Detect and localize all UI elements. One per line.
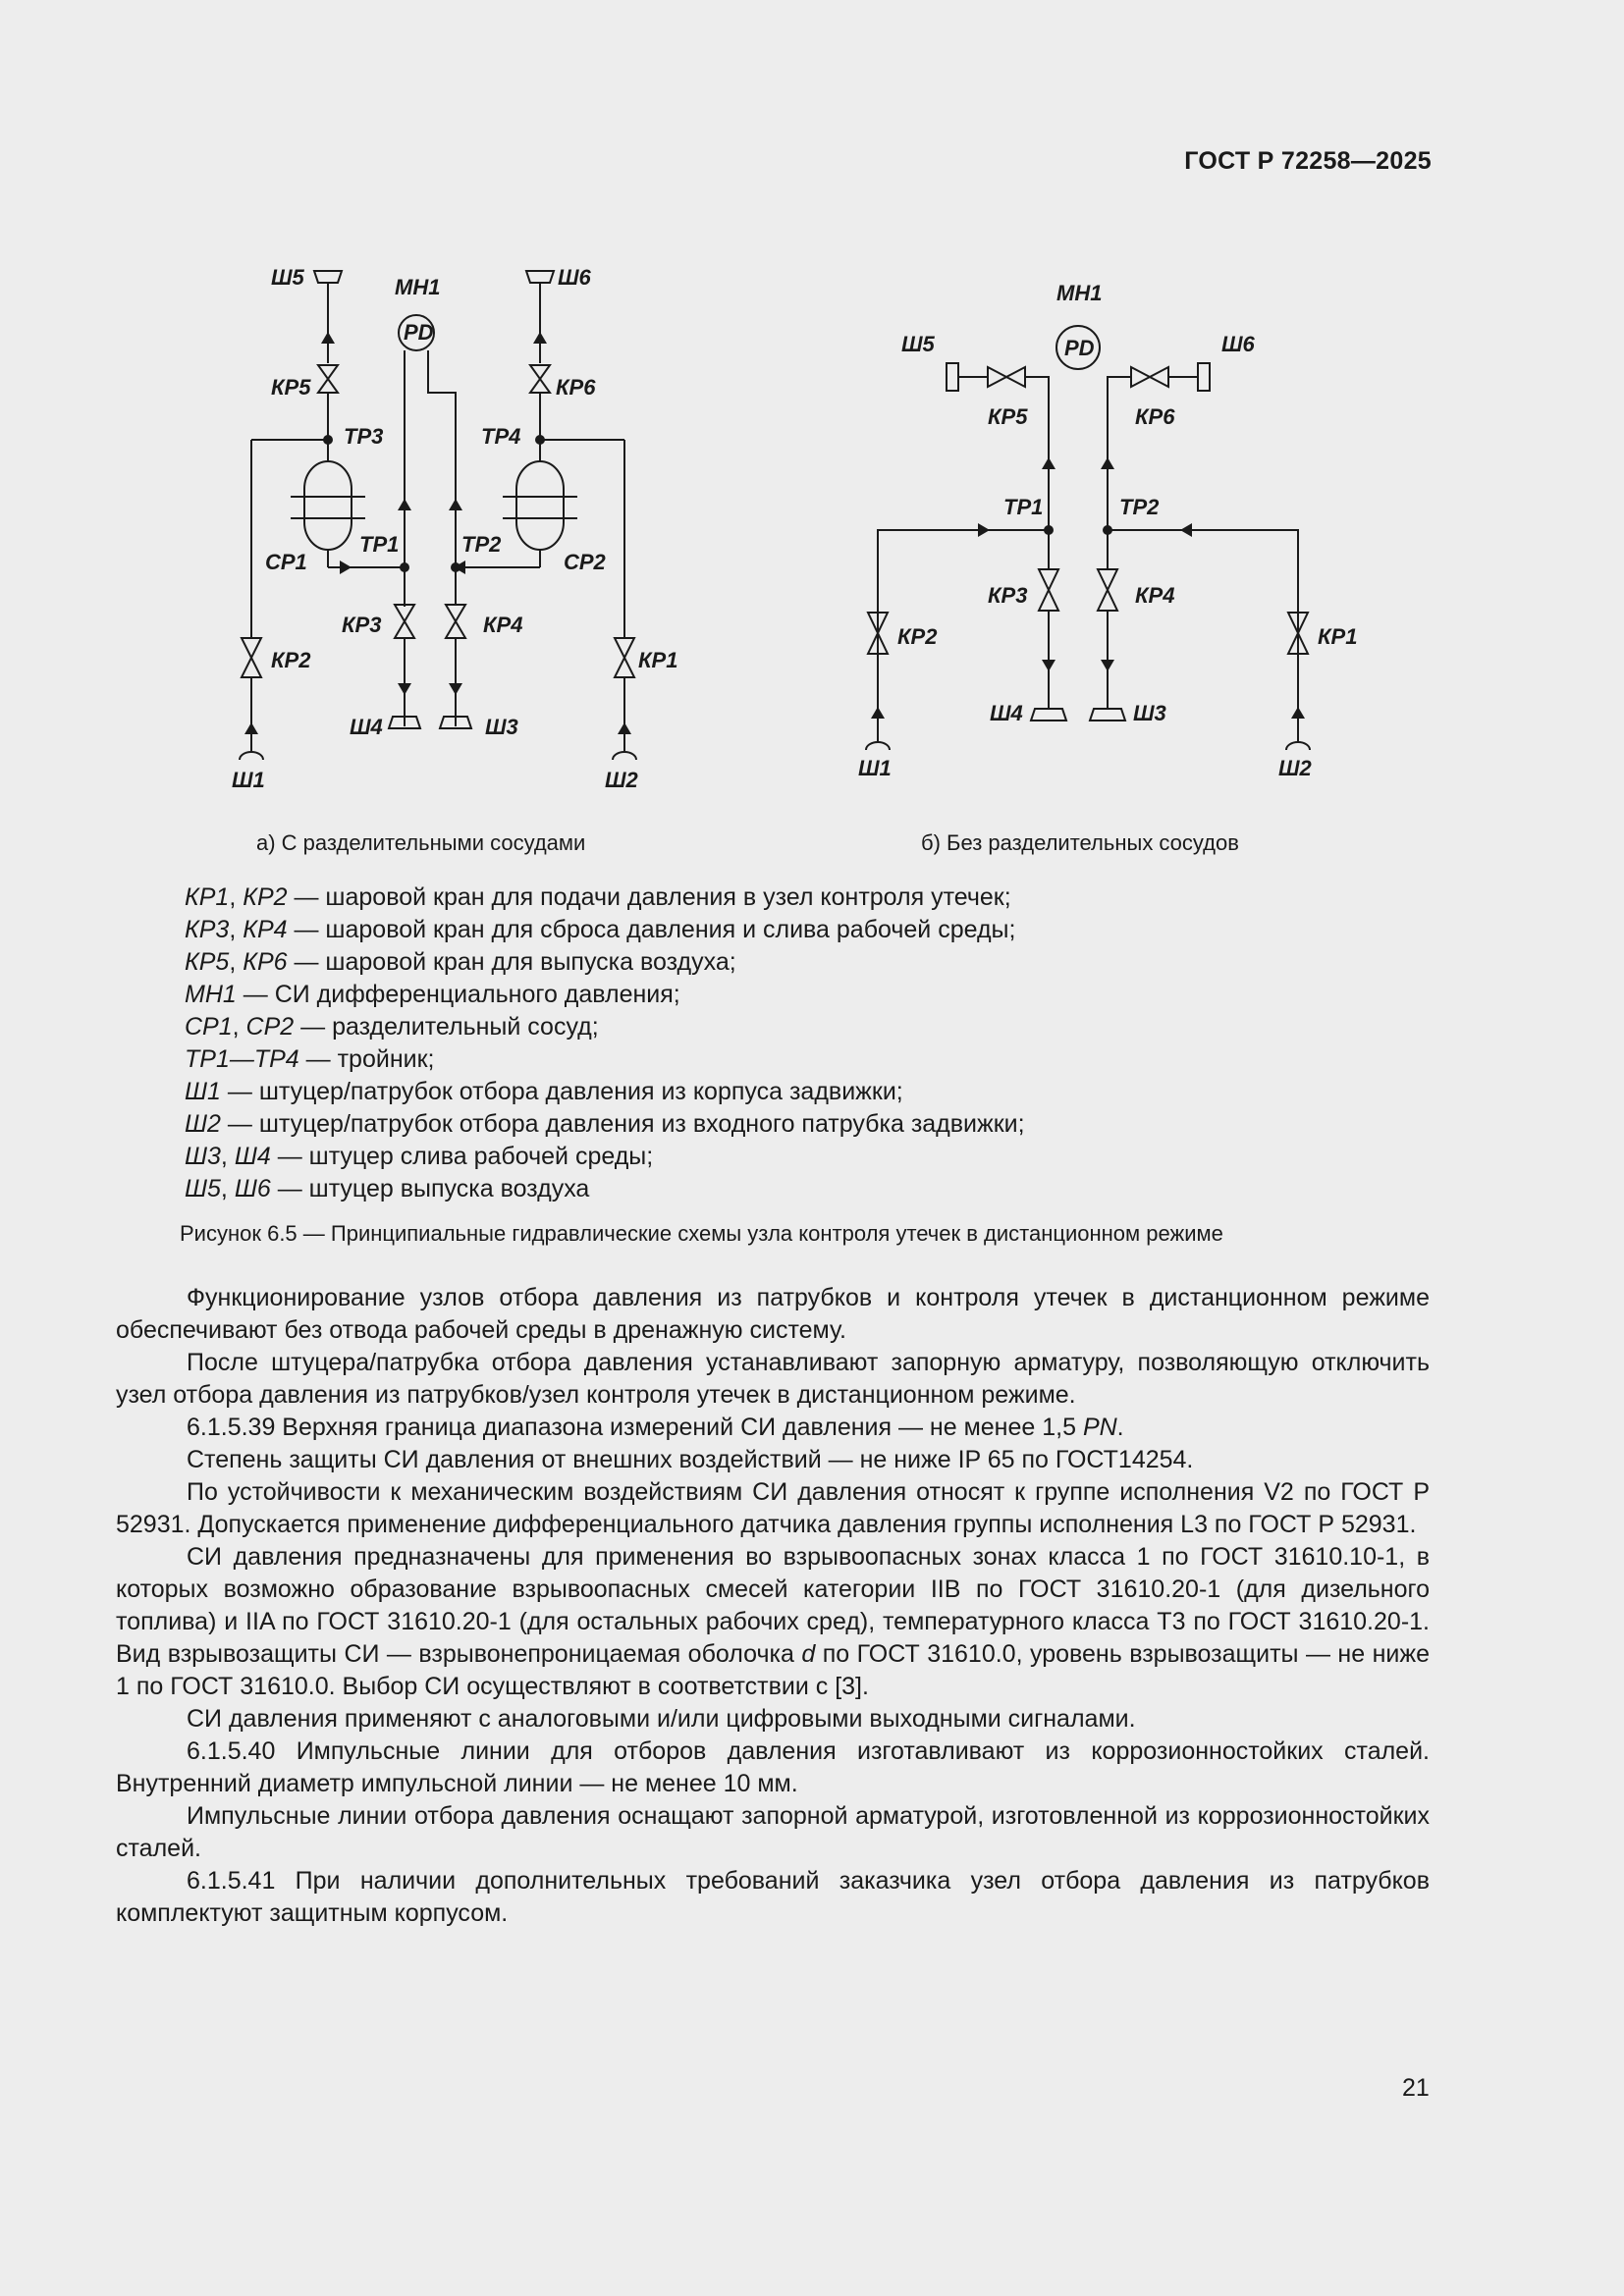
page-number: 21 xyxy=(1402,2074,1430,2102)
paragraph: По устойчивости к механическим воздействиям СИ давления относят к группе исполнения V2 по ГОСТ Р 52931. Допускается применение дифференциального датчика давления группы исполнения L3 по ГОСТ Р 52931. xyxy=(116,1478,1430,1538)
label-pd-right: PD xyxy=(1064,336,1095,360)
fitting-sh1-left-icon xyxy=(240,752,263,760)
fitting-sh2-left-icon xyxy=(613,752,636,760)
fitting-sh6-right-icon xyxy=(1198,363,1210,391)
label-kr6-right: КР6 xyxy=(1135,404,1175,429)
valve-kr3-left-icon xyxy=(395,605,414,638)
legend-item: МН1 — СИ дифференциального давления; xyxy=(185,981,680,1008)
label-mn1-right: МН1 xyxy=(1056,281,1103,305)
label-tr1-left: ТР1 xyxy=(359,532,400,557)
valve-kr4-right-icon xyxy=(1098,569,1117,611)
label-sh2-right: Ш2 xyxy=(1278,756,1312,780)
label-kr3-right: КР3 xyxy=(988,583,1028,608)
legend-item: Ш3, Ш4 — штуцер слива рабочей среды; xyxy=(185,1143,654,1170)
paragraph: Функционирование узлов отбора давления из патрубков и контроля утечек в дистанционном режиме обеспечивают без отвода рабочей среды в дренажную систему. xyxy=(116,1284,1430,1344)
label-kr1-left: КР1 xyxy=(638,648,678,672)
figure-caption: Рисунок 6.5 — Принципиальные гидравлические схемы узла контроля утечек в дистанционном режиме xyxy=(180,1221,1223,1246)
label-kr1-right: КР1 xyxy=(1318,624,1358,649)
legend-item: ТР1—ТР4 — тройник; xyxy=(185,1045,435,1073)
paragraph: 6.1.5.41 При наличии дополнительных требований заказчика узел отбора давления из патрубков комплектуют защитным корпусом. xyxy=(116,1867,1430,1927)
label-tr2-left: ТР2 xyxy=(461,532,502,557)
label-mn1-left: МН1 xyxy=(395,275,441,299)
label-sh1-right: Ш1 xyxy=(858,756,892,780)
fitting-sh2-right-icon xyxy=(1286,742,1310,750)
paragraph: 6.1.5.39 Верхняя граница диапазона измерений СИ давления — не менее 1,5 PN. xyxy=(187,1414,1124,1441)
label-sh3-right: Ш3 xyxy=(1133,701,1166,725)
label-sh3-left: Ш3 xyxy=(485,715,518,739)
label-sh5-right: Ш5 xyxy=(901,332,935,356)
legend-item: КР1, КР2 — шаровой кран для подачи давления в узел контроля утечек; xyxy=(185,883,1011,911)
valve-kr6-left-icon xyxy=(530,365,550,393)
label-kr2-left: КР2 xyxy=(271,648,311,672)
label-tr1-right: ТР1 xyxy=(1003,495,1044,519)
fitting-sh4-right-icon xyxy=(1031,709,1066,721)
document-code-header: ГОСТ Р 72258—2025 xyxy=(1184,147,1432,175)
paragraph: Степень защиты СИ давления от внешних воздействий — не ниже IP 65 по ГОСТ14254. xyxy=(187,1446,1194,1473)
paragraph: 6.1.5.40 Импульсные линии для отборов давления изготавливают из коррозионностойких сталей. Внутренний диаметр импульсной линии — не менее 10 мм. xyxy=(116,1737,1430,1797)
label-sh5-left: Ш5 xyxy=(271,265,304,290)
paragraph: Импульсные линии отбора давления оснащают запорной арматурой, изготовленной из коррозионностойких сталей. xyxy=(116,1802,1430,1862)
valve-kr3-right-icon xyxy=(1039,569,1058,611)
label-kr5-left: КР5 xyxy=(271,375,311,400)
vessel-sr1-icon xyxy=(304,461,352,550)
label-tr2-right: ТР2 xyxy=(1119,495,1160,519)
hydraulic-schemes-figure xyxy=(0,0,1624,883)
label-kr4-right: КР4 xyxy=(1135,583,1175,608)
label-kr4-left: КР4 xyxy=(483,613,523,637)
legend-item: Ш1 — штуцер/патрубок отбора давления из корпуса задвижки; xyxy=(185,1078,903,1105)
scheme-right xyxy=(866,326,1310,750)
label-tr4: ТР4 xyxy=(481,424,521,449)
fitting-sh3-right-icon xyxy=(1090,709,1125,721)
valve-kr4-left-icon xyxy=(446,605,465,638)
valve-kr2-left-icon xyxy=(242,638,261,677)
label-sr2: СР2 xyxy=(564,550,606,574)
label-kr5-right: КР5 xyxy=(988,404,1028,429)
label-sh2-left: Ш2 xyxy=(605,768,638,792)
label-kr3-left: КР3 xyxy=(342,613,382,637)
vessel-sr2-icon xyxy=(516,461,564,550)
valve-kr1-left-icon xyxy=(615,638,634,677)
label-tr3: ТР3 xyxy=(344,424,384,449)
subtitle-right: б) Без разделительных сосудов xyxy=(921,830,1239,855)
body-text xyxy=(116,1282,1430,1930)
label-sh6-right: Ш6 xyxy=(1221,332,1255,356)
paragraph: После штуцера/патрубка отбора давления устанавливают запорную арматуру, позволяющую отключить узел отбора давления из патрубков/узел контроля утечек в дистанционном режиме. xyxy=(116,1349,1430,1409)
label-sh6-left: Ш6 xyxy=(558,265,591,290)
valve-kr5-right-icon xyxy=(988,367,1025,387)
fitting-sh1-right-icon xyxy=(866,742,890,750)
paragraph: СИ давления предназначены для применения во взрывоопасных зонах класса 1 по ГОСТ 31610.10-1, в которых возможно образование взрывоопасных смесей категории IIB по ГОСТ 31610.20-1 (для дизельного топлива) и IIA по ГОСТ 31610.20-1 (для остальных рабочих сред), температурного класса Т3 по ГОСТ 31610.20-1. Вид взрывозащиты СИ — взрывонепроницаемая оболочка d по ГОСТ 31610.0, уровень взрывозащиты — не ниже 1 по ГОСТ 31610.0. Выбор СИ осуществляют в соответствии с [3]. xyxy=(116,1543,1430,1700)
fitting-sh5-right-icon xyxy=(947,363,958,391)
legend-item: Ш5, Ш6 — штуцер выпуска воздуха xyxy=(185,1175,590,1202)
label-kr2-right: КР2 xyxy=(897,624,938,649)
scheme-left xyxy=(240,271,636,760)
valve-kr6-right-icon xyxy=(1131,367,1168,387)
legend-item: КР3, КР4 — шаровой кран для сброса давления и слива рабочей среды; xyxy=(185,916,1016,943)
label-sr1: СР1 xyxy=(265,550,307,574)
fitting-sh6-left-icon xyxy=(526,271,554,283)
label-sh4-right: Ш4 xyxy=(990,701,1023,725)
fitting-sh5-left-icon xyxy=(314,271,342,283)
label-sh1-left: Ш1 xyxy=(232,768,265,792)
label-kr6-left: КР6 xyxy=(556,375,596,400)
paragraph: СИ давления применяют с аналоговыми и/или цифровыми выходными сигналами. xyxy=(187,1705,1136,1733)
legend-item: КР5, КР6 — шаровой кран для выпуска воздуха; xyxy=(185,948,736,976)
legend-item: Ш2 — штуцер/патрубок отбора давления из входного патрубка задвижки; xyxy=(185,1110,1025,1138)
figure-legend xyxy=(185,881,1025,1205)
label-sh4-left: Ш4 xyxy=(350,715,383,739)
legend-item: СР1, СР2 — разделительный сосуд; xyxy=(185,1013,599,1041)
valve-kr5-left-icon xyxy=(318,365,338,393)
subtitle-left: а) С разделительными сосудами xyxy=(256,830,586,855)
label-pd-left: PD xyxy=(404,320,434,345)
